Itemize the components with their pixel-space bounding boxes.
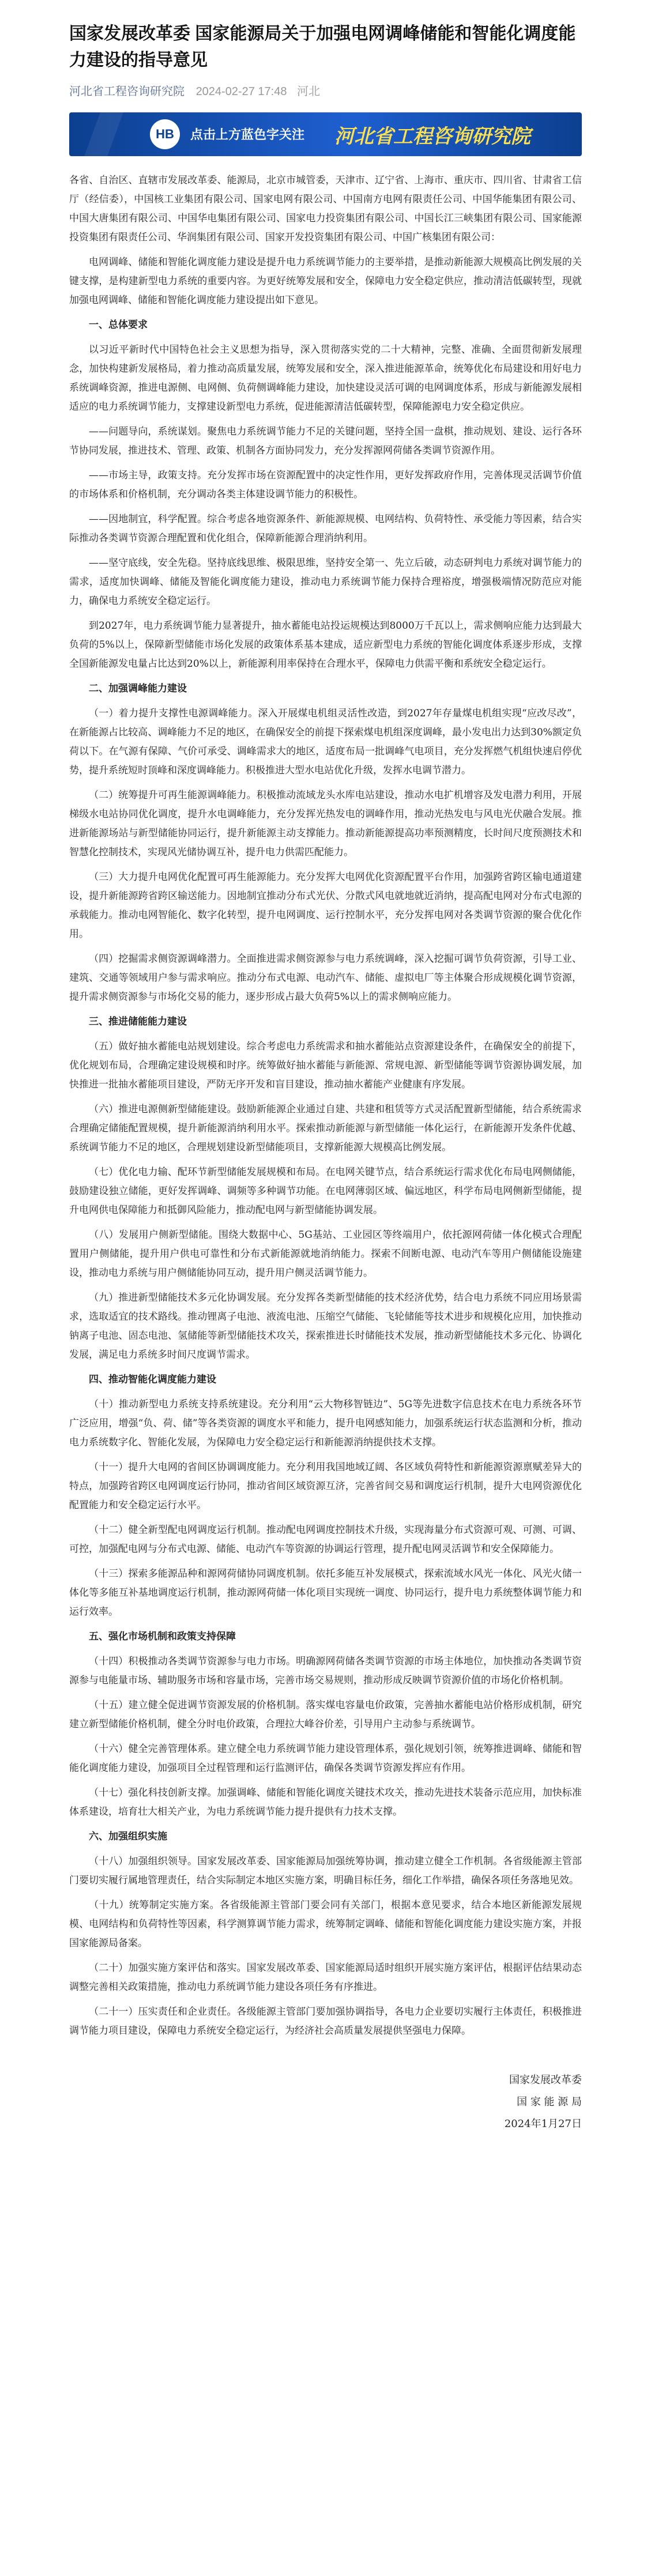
- article-body: [0, 171, 651, 2041]
- signature-date: 2024年1月27日: [504, 2118, 582, 2130]
- paragraph: （十五）建立健全促进调节资源发展的价格机制。落实煤电容量电价政策，完善抽水蓄能电站价格形成机制，研究建立新型储能价格机制，健全分时电价政策，合理拉大峰谷价差，引导用户主动参与系统调节。: [69, 1699, 582, 1730]
- section-heading: 四、推动智能化调度能力建设: [89, 1374, 216, 1385]
- paragraph: （四）挖掘需求侧资源调峰潜力。全面推进需求侧资源参与电力系统调峰，深入挖掘可调节负荷资源，引导工业、建筑、交通等领域用户参与需求响应。推动分布式电源、电动汽车、储能、虚拟电厂等主体聚合形成规模化调节资源，提升需求侧资源参与市场化交易的能力，逐步形成占最大负荷5%以上的需求侧响应能力。: [69, 953, 582, 1003]
- paragraph: 到2027年，电力系统调节能力显著提升，抽水蓄能电站投运规模达到8000万千瓦以上，需求侧响应能力达到最大负荷的5%以上，保障新型储能市场化发展的政策体系基本建成，适应新型电力系统的智能化调度体系逐步形成，支撑全国新能源发电量占比达到20%以上，新能源利用率保持在合理水平，保障电力供需平衡和系统安全稳定运行。: [69, 620, 582, 670]
- publish-date: 2024-02-27 17:48: [195, 85, 287, 98]
- signature-org: 国家发展改革委: [509, 2074, 582, 2086]
- paragraph: （二十）加强实施方案评估和落实。国家发展改革委、国家能源局适时组织开展实施方案评估，根据评估结果动态调整完善相关政策措施，推动电力系统调节能力建设各项任务有序推进。: [69, 1962, 582, 1993]
- paragraph: （二）统筹提升可再生能源调峰能力。积极推动流域龙头水库电站建设，推动水电扩机增容及发电潜力利用，开展梯级水电站协同优化调度，提升水电调峰能力，充分发挥光热发电的调峰作用，推动光热发电与风电光伏融合发展。推进新能源场站与新型储能协同运行，提升新能源主动支撑能力。推动新能源提高功率预测精度，长时间尺度预测技术和智慧化控制技术，实现风光储协调互补，提升电力供需匹配能力。: [69, 790, 582, 858]
- section-heading: 五、强化市场机制和政策支持保障: [89, 1631, 236, 1642]
- paragraph: （八）发展用户侧新型储能。围绕大数据中心、5G基站、工业园区等终端用户，依托源网荷储一体化模式合理配置用户侧储能，提升用户供电可靠性和分布式新能源就地消纳能力。探索不间断电源、电动汽车等用户侧储能设施建设，推动电力系统与用户侧储能协同互动，提升用户侧灵活调节能力。: [69, 1229, 582, 1279]
- paragraph: （二十一）压实责任和企业责任。各级能源主管部门要加强协调指导，各电力企业要切实履行主体责任，积极推进调节能力项目建设，保障电力系统安全稳定运行，为经济社会高质量发展提供坚强电力保障。: [69, 2006, 582, 2037]
- article-title: 国家发展改革委 国家能源局关于加强电网调峰储能和智能化调度能力建设的指导意见: [69, 24, 576, 70]
- paragraph: （十六）健全完善管理体系。建立健全电力系统调节能力建设管理体系，强化规划引领，统筹推进调峰、储能和智能化调度能力建设，加强项目全过程管理和运行监测评估，确保各类调节资源发挥应有作用。: [69, 1743, 582, 1774]
- paragraph: （十三）探索多能源品种和源网荷储协同调度机制。依托多能互补发展模式，探索流域水风光一体化、风光火储一体化等多能互补基地调度运行机制，推动源网荷储一体化项目实现统一调度、协同运行，提升电力系统整体调节能力和运行效率。: [69, 1568, 582, 1618]
- paragraph: ——坚守底线，安全先稳。坚持底线思维、极限思维，坚持安全第一、先立后破，动态研判电力系统对调节能力的需求，适度加快调峰、储能及智能化调度能力建设，推动电力系统调节能力保持合理裕度，增强极端情况防范应对能力，确保电力系统安全稳定运行。: [69, 557, 582, 607]
- paragraph: （十）推动新型电力系统支持系统建设。充分利用“云大物移智链边”、5G等先进数字信息技术在电力系统各环节广泛应用，增强“负、荷、储”等各类资源的调度水平和能力，提升电网感知能力，加强系统运行状态监测和分析，推动电力系统数字化、智能化发展，为保障电力安全稳定运行和新能源消纳提供技术支撑。: [69, 1399, 582, 1448]
- paragraph: 以习近平新时代中国特色社会主义思想为指导，深入贯彻落实党的二十大精神，完整、准确、全面贯彻新发展理念，加快构建新发展格局，着力推动高质量发展，统筹发展和安全，深入推进能源革命，统筹优化布局建设和用好电力系统调峰资源，推进电源侧、电网侧、负荷侧调峰能力建设，加快建设灵活可调的电网调度体系，形成与新能源发展相适应的电力系统调节能力，支撑建设新型电力系统，促进能源清洁低碳转型，保障能源电力安全稳定供应。: [69, 344, 582, 413]
- paragraph: （十二）健全新型配电网调度运行机制。推动配电网调度控制技术升级，实现海量分布式资源可观、可测、可调、可控，加强配电网与分布式电源、储能、电动汽车等资源的协调运行管理，提升配电网灵活调节和安全保障能力。: [69, 1524, 582, 1555]
- paragraph: （六）推进电源侧新型储能建设。鼓励新能源企业通过自建、共建和租赁等方式灵活配置新型储能，结合系统需求合理确定储能配置规模，提升新能源消纳利用水平。探索推动新能源与新型储能一体化运行，在新能源开发条件优越、系统调节能力不足的地区，合理规划建设新型储能项目，支撑新能源大规模高比例发展。: [69, 1104, 582, 1153]
- follow-banner[interactable]: [69, 112, 582, 156]
- paragraph: （九）推进新型储能技术多元化协调发展。充分发挥各类新型储能的技术经济优势，结合电力系统不同应用场景需求，选取适宜的技术路线。推动锂离子电池、液流电池、压缩空气储能、飞轮储能等技术进步和规模化应用，加快推动钠离子电池、固态电池、氢储能等新型储能技术攻关，探索推进长时储能技术发展，推动新型储能技术多元化、协调化发展，满足电力系统多时间尺度调节需求。: [69, 1292, 582, 1361]
- paragraph: （五）做好抽水蓄能电站规划建设。综合考虑电力系统需求和抽水蓄能站点资源建设条件，在确保安全的前提下，优化规划布局，合理确定建设规模和时序。统筹做好抽水蓄能与新能源、常规电源、新型储能等调节资源协调发展，加快推进一批抽水蓄能项目建设，严防无序开发和盲目建设，推动抽水蓄能产业健康有序发展。: [69, 1041, 582, 1090]
- section-heading: 二、加强调峰能力建设: [89, 683, 187, 694]
- publish-location: 河北: [297, 85, 321, 98]
- signature-block: [0, 2046, 651, 2135]
- banner-stripe: [84, 112, 123, 156]
- banner-prompt: 点击上方蓝色字关注: [190, 127, 305, 142]
- paragraph: （一）着力提升支撑性电源调峰能力。深入开展煤电机组灵活性改造，到2027年存量煤电机组实现“应改尽改”，在新能源占比较高、调峰能力不足的地区，在确保安全的前提下探索煤电机组深度调峰，最小发电出力达到30%额定负荷以下。在气源有保障、气价可承受、调峰需求大的地区，适度布局一批调峰气电项目，充分发挥燃气机组快速启停优势，提升系统短时顶峰和深度调峰能力。积极推进大型水电站优化升级，发挥水电调节潜力。: [69, 708, 582, 776]
- account-name-link[interactable]: 河北省工程咨询研究院: [69, 85, 185, 98]
- paragraph: ——因地制宜，科学配置。综合考虑各地资源条件、新能源规模、电网结构、负荷特性、承受能力等因素，结合实际推动各类调节资源合理配置和优化组合，保障新能源合理消纳利用。: [69, 513, 582, 544]
- paragraph: ——市场主导，政策支持。充分发挥市场在资源配置中的决定性作用，更好发挥政府作用，完善体现灵活调节价值的市场体系和价格机制，充分调动各类主体建设调节能力的积极性。: [69, 470, 582, 500]
- section-heading: 三、推进储能能力建设: [89, 1016, 187, 1028]
- paragraph: 电网调峰、储能和智能化调度能力建设是提升电力系统调节能力的主要举措，是推动新能源大规模高比例发展的关键支撑，是构建新型电力系统的重要内容。为更好统筹发展和安全，保障电力安全稳定供应，推动清洁低碳转型，现就加强电网调峰、储能和智能化调度能力建设提出如下意见。: [69, 256, 582, 306]
- paragraph: 各省、自治区、直辖市发展改革委、能源局，北京市城管委，天津市、辽宁省、上海市、重庆市、四川省、甘肃省工信厅（经信委），中国核工业集团有限公司、国家电网有限公司、中国南方电网有限责任公司、中国华能集团有限公司、中国大唐集团有限公司、中国华电集团有限公司、国家电力投资集团有限公司、中国长江三峡集团有限公司、国家能源投资集团有限责任公司、华润集团有限公司、国家开发投资集团有限公司、中国广核集团有限公司：: [69, 175, 582, 243]
- paragraph: （十七）强化科技创新支撑。加强调峰、储能和智能化调度关键技术攻关，推动先进技术装备示范应用，加快标准体系建设，培育壮大相关产业，为电力系统调节能力提升提供有力技术支撑。: [69, 1787, 582, 1818]
- brand-logo-icon: HB: [150, 119, 180, 149]
- banner-brand: 河北省工程咨询研究院: [334, 126, 530, 148]
- section-heading: 六、加强组织实施: [89, 1831, 167, 1842]
- paragraph: （三）大力提升电网优化配置可再生能源能力。充分发挥大电网优化资源配置平台作用，加强跨省跨区输电通道建设，提升新能源跨省跨区输送能力。因地制宜推动分布式光伏、分散式风电就地就近消纳，提高配电网对分布式电源的承载能力。推动电网智能化、数字化转型，提升电网调度、运行控制水平，充分发挥电网对各类调节资源的聚合优化作用。: [69, 871, 582, 940]
- paragraph: （十一）提升大电网的省间区协调调度能力。充分利用我国地域辽阔、各区域负荷特性和新能源资源禀赋差异大的特点，加强跨省跨区电网调度运行协同，推动省间区域资源互济，完善省间交易和调度运行机制，提升大电网资源优化配置能力和安全稳定运行水平。: [69, 1461, 582, 1511]
- paragraph: （十九）统筹制定实施方案。各省级能源主管部门要会同有关部门，根据本意见要求，结合本地区新能源发展规模、电网结构和负荷特性等因素，科学测算调节能力需求，统筹制定调峰、储能和智能化调度能力建设实施方案，并报国家能源局备案。: [69, 1899, 582, 1949]
- paragraph: （十四）积极推动各类调节资源参与电力市场。明确源网荷储各类调节资源的市场主体地位，加快推动各类调节资源参与电能量市场、辅助服务市场和容量市场，完善市场交易规则，推动形成反映调节资源价值的市场化价格机制。: [69, 1656, 582, 1686]
- paragraph: ——问题导向，系统谋划。聚焦电力系统调节能力不足的关键问题，坚持全国一盘棋，推动规划、建设、运行各环节协同发展，推进技术、管理、政策、机制各方面协同发力，充分发挥源网荷储各类调节资源作用。: [69, 426, 582, 456]
- paragraph: （七）优化电力输、配环节新型储能发展规模和布局。在电网关键节点，结合系统运行需求优化布局电网侧储能，鼓励建设独立储能，更好发挥调峰、调频等多种调节功能。在电网薄弱区域、偏远地区，科学布局电网侧新型储能，提升电网供电保障能力和抵御风险能力，推动配电网与新型储能协调发展。: [69, 1166, 582, 1216]
- signature-org: 国 家 能 源 局: [517, 2096, 582, 2108]
- article-header: [0, 0, 651, 99]
- section-heading: 一、总体要求: [89, 319, 148, 331]
- paragraph: （十八）加强组织领导。国家发展改革委、国家能源局加强统筹协调，推动建立健全工作机制。各省级能源主管部门要切实履行属地管理责任，结合实际制定本地区实施方案，明确目标任务，细化工作举措，确保各项任务落地见效。: [69, 1856, 582, 1886]
- article-meta: [69, 82, 582, 99]
